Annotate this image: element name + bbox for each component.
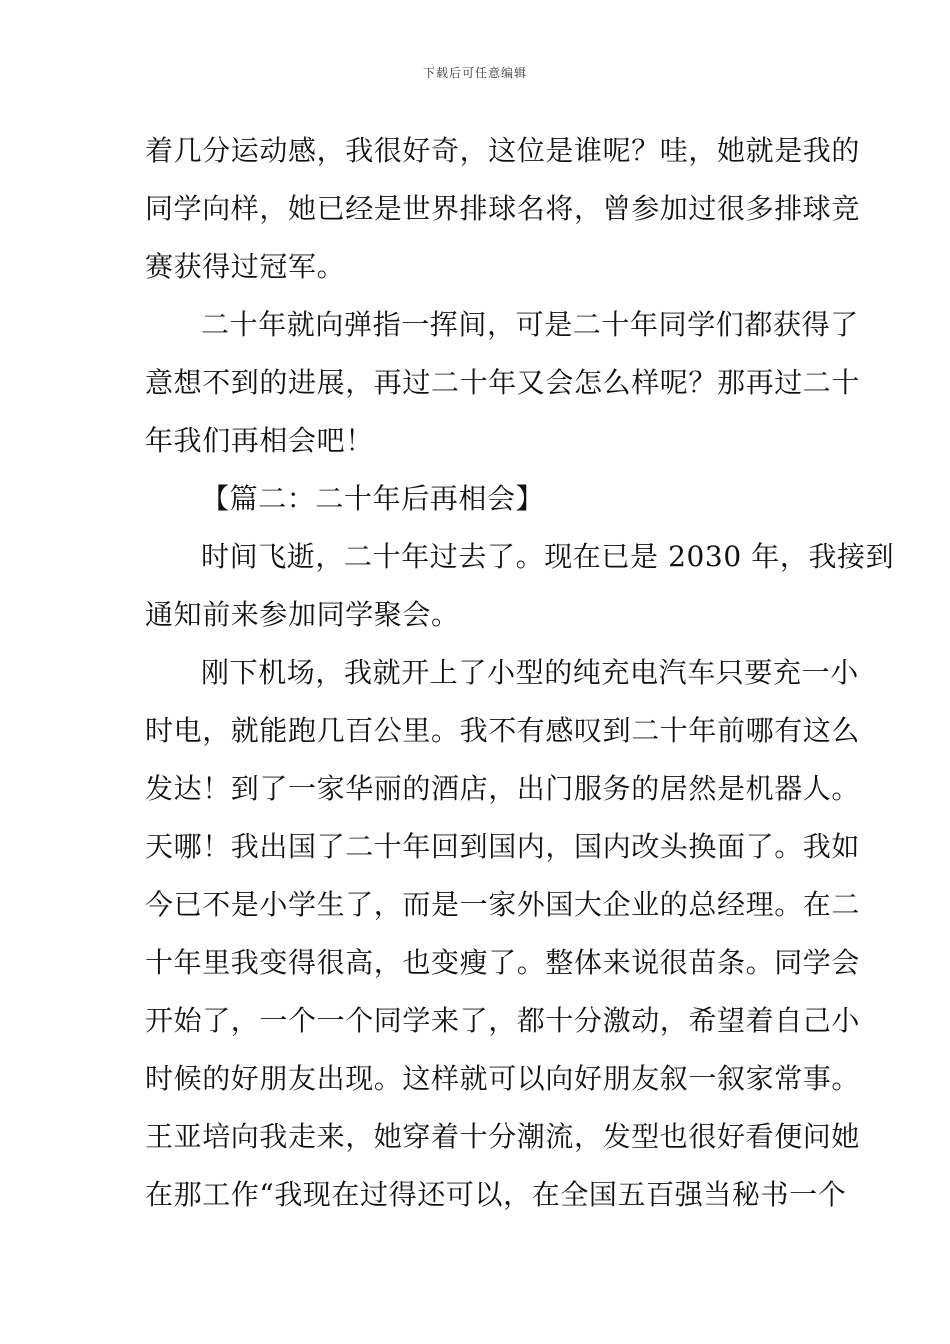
text-line: 发达！到了一家华丽的酒店，出门服务的居然是机器人。 (145, 772, 861, 805)
text-line: 时电，就能跑几百公里。我不有感叹到二十年前哪有这么 (145, 714, 861, 747)
text-line: 着几分运动感，我很好奇，这位是谁呢？哇，她就是我的 (145, 134, 861, 167)
text-line: 在那工作“我现在过得还可以，在全国五百强当秘书一个 (145, 1178, 847, 1211)
text-line: 今已不是小学生了，而是一家外国大企业的总经理。在二 (145, 888, 861, 921)
text-line: 年我们再相会吧！ (145, 424, 374, 457)
document-body (145, 122, 895, 1224)
text-line: 刚下机场，我就开上了小型的纯充电汽车只要充一小 (201, 656, 859, 689)
text-line: 时间飞逝，二十年过去了。现在已是 2030 年，我接到 (201, 540, 895, 573)
text-line: 天哪！我出国了二十年回到国内，国内改头换面了。我如 (145, 830, 861, 863)
text-line: 二十年就向弹指一挥间，可是二十年同学们都获得了 (201, 308, 859, 341)
text-line: 十年里我变得很高，也变瘦了。整体来说很苗条。同学会 (145, 946, 861, 979)
text-line: 开始了，一个一个同学来了，都十分激动，希望着自己小 (145, 1004, 861, 1037)
text-line: 同学向样，她已经是世界排球名将，曾参加过很多排球竞 (145, 192, 861, 225)
text-line: 通知前来参加同学聚会。 (145, 598, 460, 631)
text-line: 意想不到的进展，再过二十年又会怎么样呢？那再过二十 (145, 366, 861, 399)
page-header: 下载后可任意编辑 (422, 66, 527, 80)
text-line: 王亚培向我走来，她穿着十分潮流，发型也很好看便问她 (145, 1120, 861, 1153)
section-heading: 【篇二：二十年后再相会】 (201, 482, 545, 515)
text-line: 时候的好朋友出现。这样就可以向好朋友叙一叙家常事。 (145, 1062, 861, 1095)
text-line: 赛获得过冠军。 (145, 250, 346, 283)
